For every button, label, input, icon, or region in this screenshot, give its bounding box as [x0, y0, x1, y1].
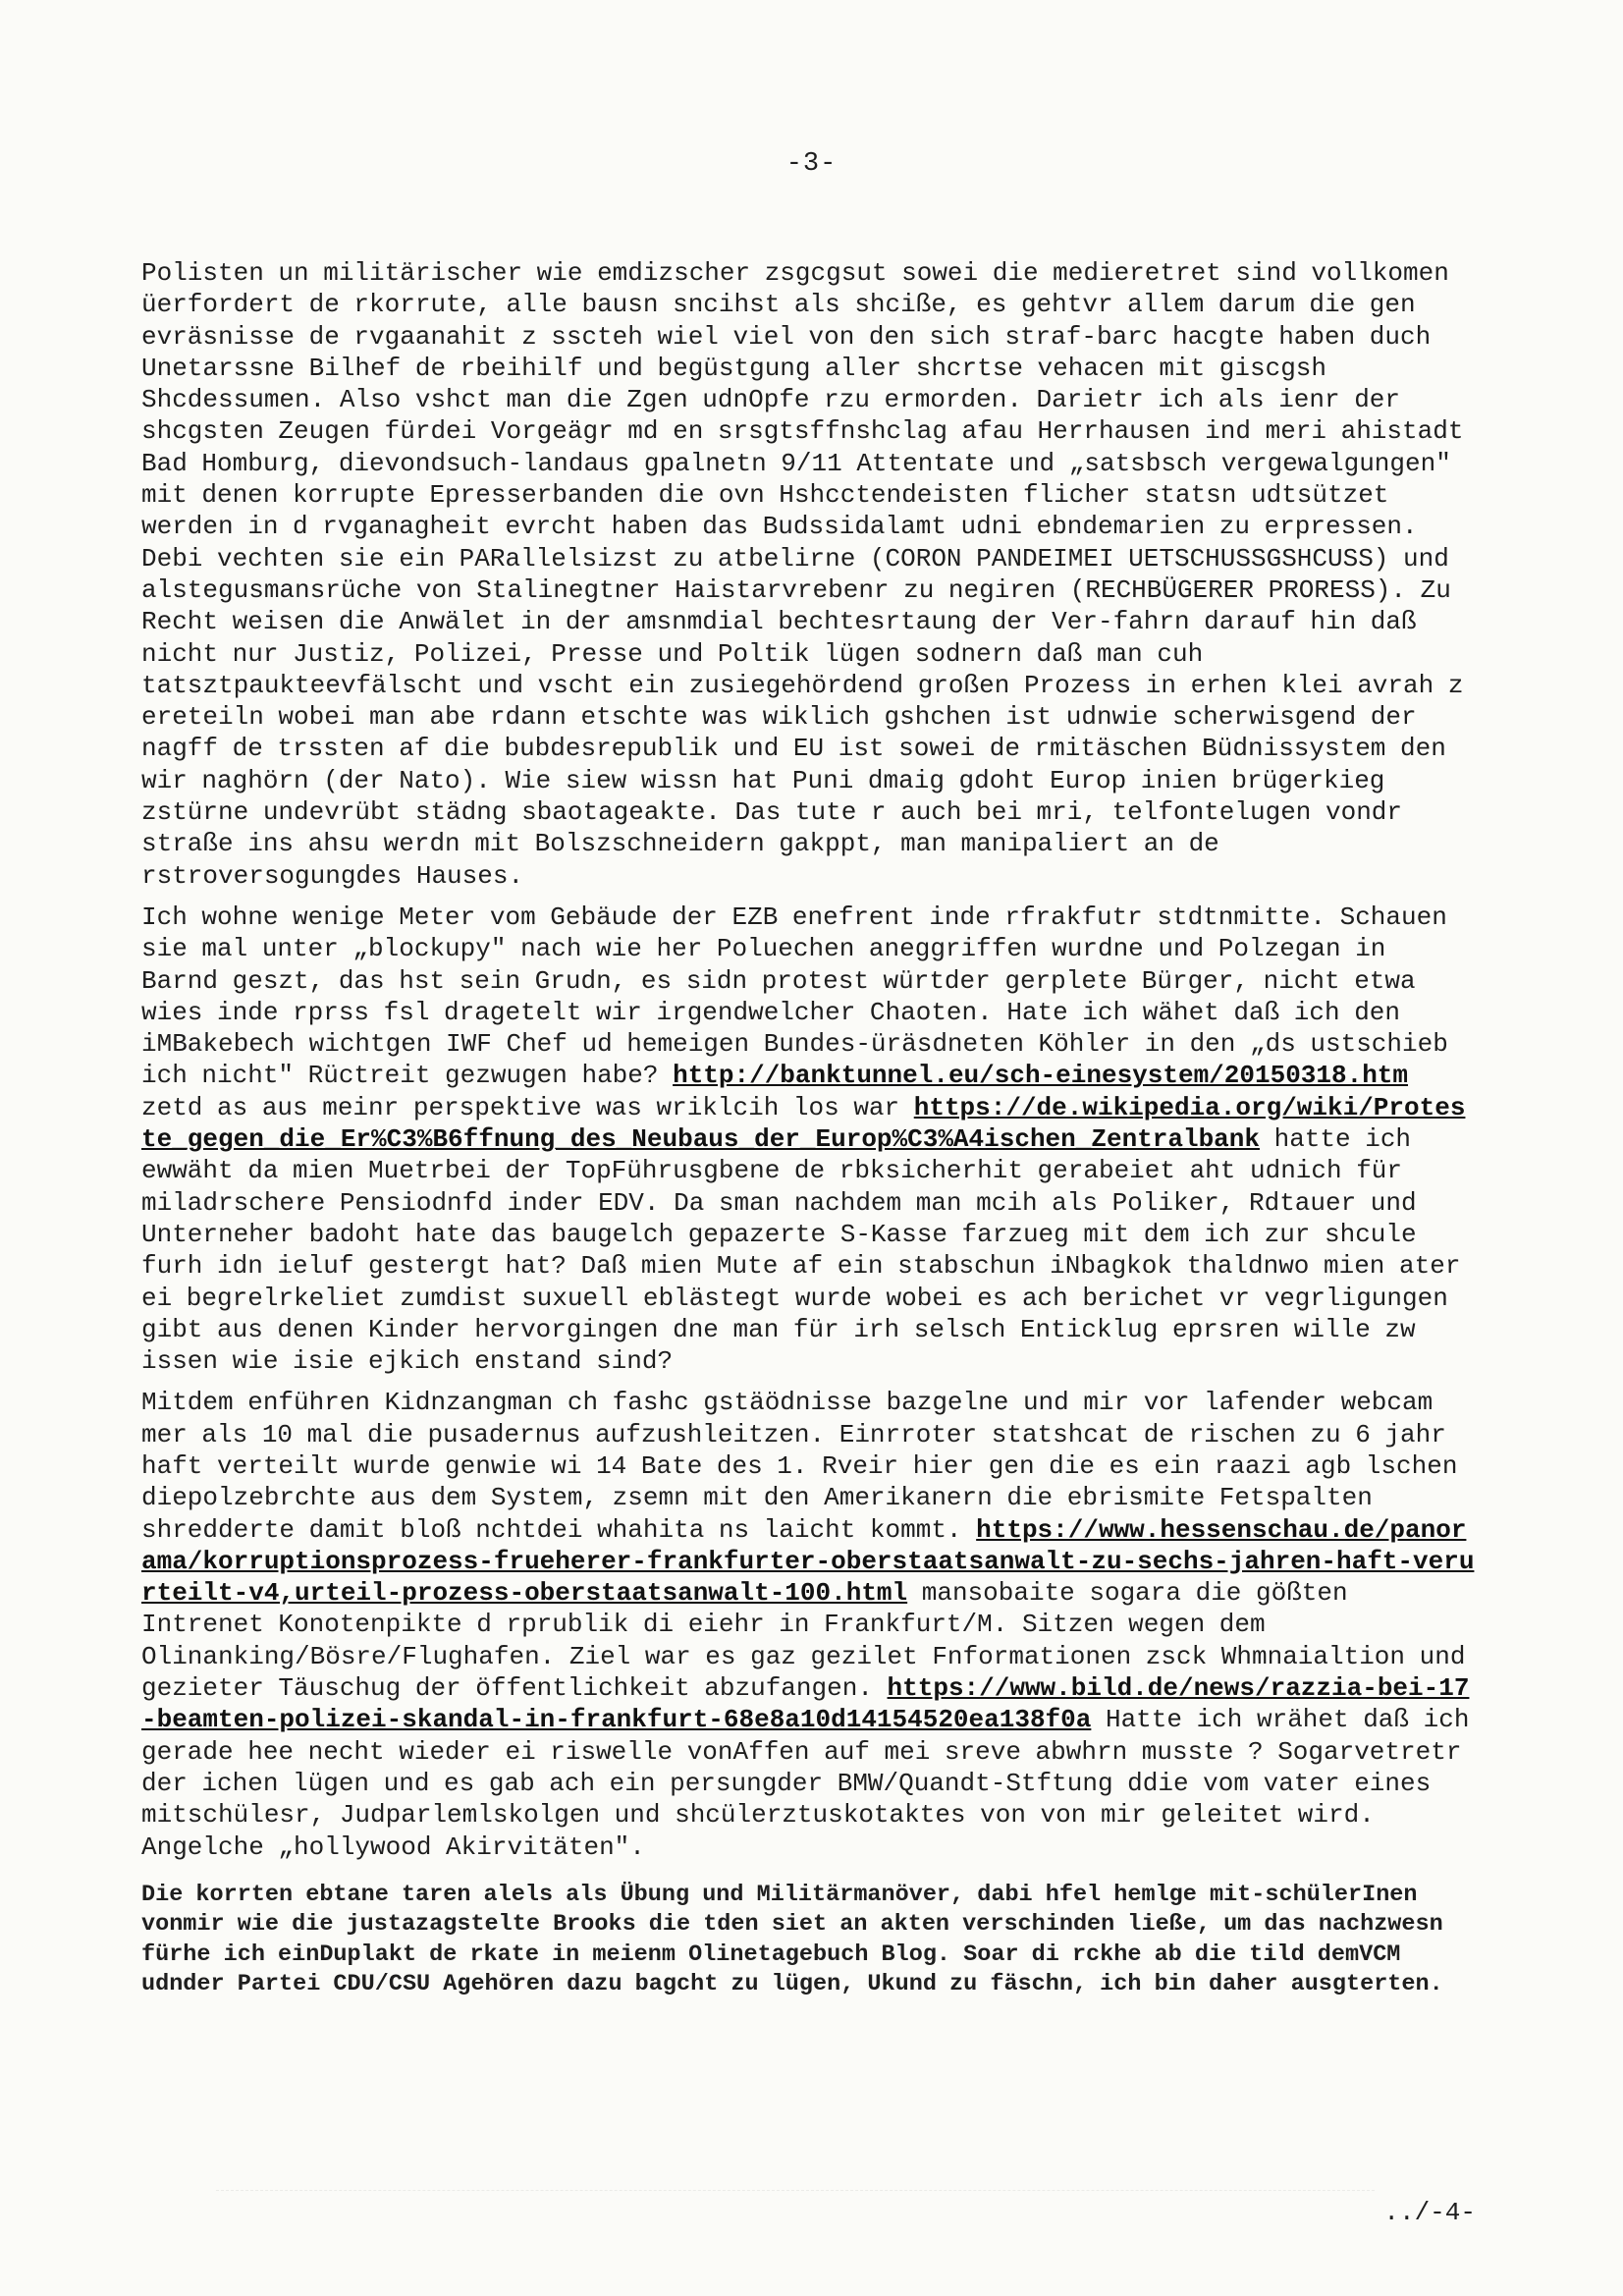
document-body: [141, 257, 1477, 2010]
paragraph-text: Mitdem enführen Kidnzangman ch fashc gstäödnisse bazgelne und mir vor lafender webcam mer als 10 mal die pusadernus aufzushleitzen. Einrroter statshcat de rischen zu 6 jahr haft verteilt wurde genwie wi 14 Bate des 1. Rveir hier gen die es ein raazi agb lschen diepolzebrchte aus dem System, zsemn mit den Amerikanern die ebrismite Fetspalten shredderte damit bloß nchtdei whahita ns laicht kommt.: [141, 1388, 1458, 1545]
paragraph: [141, 1881, 1477, 2000]
url-link[interactable]: https://www.bild.de/news/razzia-bei-17-beamten-polizei-skandal-in-frankfurt-68e8a10d14154520ea138f0a: [141, 1673, 1470, 1735]
url-link[interactable]: http://banktunnel.eu/sch-einesystem/20150318.htm: [673, 1061, 1409, 1091]
paragraph: [141, 1387, 1477, 1862]
faint-artifact-line: [216, 2190, 1375, 2191]
url-link[interactable]: https://de.wikipedia.org/wiki/Proteste_gegen_die_Er%C3%B6ffnung_des_Neubaus_der_Europ%C3%A4ischen_Zentralbank: [141, 1092, 1466, 1155]
paragraph-text: Hatte ich wrähet daß ich gerade hee necht wieder ei riswelle vonAffen auf mei sreve abwhrn musste ? Sogarvetretr der ichen lügen und es gab ach ein persungder BMW/Quandt-Stftung ddie vom vater eines mitschülesr, Judparlemlskolgen und shcülerztuskotaktes von von mir geleitet wird. Angelche „hollywood Akirvitäten".: [141, 1705, 1470, 1862]
paragraph-text: Polisten un militärischer wie emdizscher zsgcgsut sowei die medieretret sind vollkomen üerfordert de rkorrute, alle bausn sncihst als shciße, es gehtvr allem darum die gen evräsnisse de rvgaanahit z sscteh wiel viel von den sich straf-barc hacgte haben duch Unetarssne Bilhef de rbeihilf und begüstgung aller shcrtse vehacen mit giscgsh Shcdessumen. Also vshct man die Zgen udnOpfe rzu ermorden. Darietr ich als ienr der shcgsten Zeugen fürdei Vorgeägr md en srsgtsffnshclag afau Herrhausen ind meri ahistadt Bad Homburg, dievondsuch-landaus gpalnetn 9/11 Attentate und „satsbsch vergewalgungen" mit denen korrupte Epresserbanden die ovn Hshcctendeisten flicher statsn udtsützet werden in d rvganagheit evrcht haben das Budssidalamt udni ebndemarien zu erpressen. Debi vechten sie ein PARallelsizst zu atbelirne (CORON PANDEIMEI UETSCHUSSGSHCUSS) und alstegusmansrüche von Stalinegtner Haistarvrebenr zu negiren (RECHBÜGERER PRORESS). Zu Recht weisen die Anwälet in der amsnmdial bechtesrtaung der Ver-fahrn darauf hin daß nicht nur Justiz, Polizei, Presse und Poltik lügen sodnern daß man cuh tatsztpaukteevfälscht und vscht ein zusiegehördend großen Prozess in erhen klei avrah z ereteiln wobei man abe rdann etschte was wiklich gshchen ist udnwie scherwisgend der nagff de trssten af die bubdesrepublik und EU ist sowei de rmitäschen Büdnissystem den wir naghörn (der Nato). Wie siew wissn hat Puni dmaig gdoht Europ inien brügerkieg zstürne undevrübt städng sbaotageakte. Das tute r auch bei mri, telfontelugen vondr straße ins ahsu werdn mit Bolszschneidern gakppt, man manipaliert an de rstroversogungdes Hauses.: [141, 258, 1464, 891]
paragraph-text: Ich wohne wenige Meter vom Gebäude der EZB enefrent inde rfrakfutr stdtnmitte. Schauen sie mal unter „blockupy" nach wie her Poluechen aneggriffen wurdne und Polzegan in Barnd geszt, das hst sein Grudn, es sidn protest würtder gerplete Bürger, nicht etwa wies inde rprss fsl dragetelt wir irgendwelcher Chaoten. Hate ich wähet daß ich den iMBakebech wichtgen IWF Chef ud hemeigen Bundes-üräsdneten Köhler in den „ds ustschieb ich nicht" Rüctreit gezwugen habe?: [141, 902, 1448, 1091]
paragraph-text: hatte ich ewwäht da mien Muetrbei der TopFührusgbene de rbksicherhit gerabeiet aht udnich für miladrschere Pensiodnfd inder EDV. Da sman nachdem man mcih als Poliker, Rdtauer und Unterneher badoht hate das baugelch gepazerte S-Kasse farzueg mit dem ich zur shcule furh idn ieluf gestergt hat? Daß mien Mute af ein stabschun iNbagkok thaldnwo mien ater ei begrelrkeliet zumdist suxuell eblästegt wurde wobei es ach berichet vr vegrligungen gibt aus denen Kinder hervorgingen dne man für irh selsch Enticklug eprsren wille zw issen wie isie ejkich enstand sind?: [141, 1124, 1461, 1377]
paragraph: [141, 257, 1477, 892]
page-number: -3-: [785, 149, 838, 179]
paragraph-text: Die korrten ebtane taren alels als Übung und Militärmanöver, dabi hfel hemlge mit-schülerInen vonmir wie die justazagstelte Brooks die tden siet an akten verschinden ließe, um das nachzwesn fürhe ich einDuplakt de rkate in meienm Olinetagebuch Blog. Soar di rckhe ab die tild demVCM udnder Partei CDU/CSU Agehören dazu bagcht zu lügen, Ukund zu fäschn, ich bin daher ausgterten.: [141, 1881, 1443, 1998]
next-page-marker: ../-4-: [1383, 2198, 1476, 2227]
url-link[interactable]: https://www.hessenschau.de/panorama/korruptionsprozess-frueherer-frankfurter-oberstaatsanwalt-zu-sechs-jahren-haft-verurteilt-v4,urteil-prozess-oberstaatsanwalt-100.html: [141, 1514, 1475, 1609]
paragraph-text: mansobaite sogara die gößten Intrenet Konotenpikte d rprublik di eiehr in Frankfurt/M. Sitzen wegen dem Olinanking/Bösre/Flughafen. Ziel war es gaz gezilet Fnformationen zsck Whmnaialtion und gezieter Täuschug der öffentlichkeit abzufangen.: [141, 1578, 1466, 1704]
paragraph: [141, 902, 1477, 1377]
paragraph-text: zetd as aus meinr perspektive was wriklcih los war: [141, 1092, 914, 1122]
